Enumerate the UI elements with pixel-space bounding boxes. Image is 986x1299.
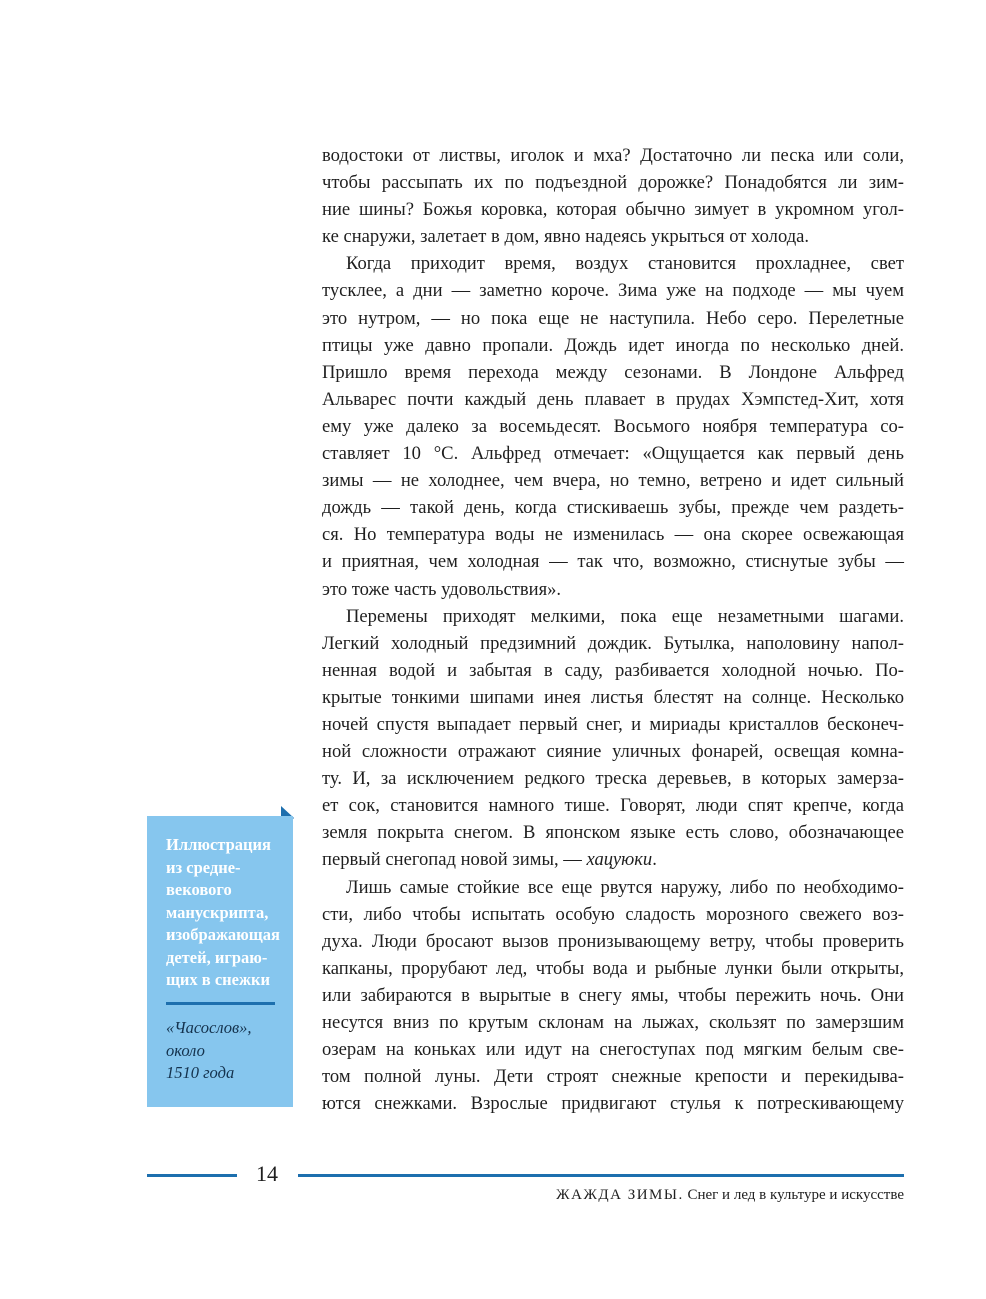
caption-source — [166, 1017, 291, 1085]
text-line: чтобы рассыпать их по подъездной дорожке? Понадобятся ли зим- — [322, 172, 904, 194]
page-number: 14 — [256, 1161, 278, 1186]
footer-rule-right — [298, 1174, 904, 1177]
text-line: первый снегопад новой зимы, — хацуюки. — [322, 849, 657, 871]
text-line: озерам на коньках или идут на снегоступах под мягким белым све- — [322, 1039, 904, 1061]
body-text — [322, 142, 904, 1117]
text-line: Перемены приходят мелкими, пока еще незаметными шагами. — [346, 605, 904, 627]
text-line: ет сок, становится намного тише. Говорят, люди спят крепче, когда — [322, 795, 904, 817]
text-line: Лишь самые стойкие все еще рвутся наружу, либо по необходимо- — [346, 876, 904, 898]
text-line: ке снаружи, залетает в дом, явно надеясь укрыться от холода. — [322, 226, 810, 248]
text-line: водостоки от листвы, иголок и мха? Достаточно ли песка или соли, — [322, 145, 904, 166]
caption-divider — [166, 1002, 275, 1005]
text-line: ту. И, за исключением редкого треска деревьев, в которых замерза- — [322, 768, 904, 790]
text-line: ставляет 10 °C. Альфред отмечает: «Ощущается как первый день — [322, 443, 904, 465]
text-line: ся. Но температура воды не изменилась — она скорее освежающая — [322, 524, 904, 546]
text-line: том полной луны. Дети строят снежные крепости и перекидыва- — [322, 1066, 904, 1088]
caption-title-line: детей, играю- — [166, 947, 268, 967]
text-line: земля покрыта снегом. В японском языке есть слово, обозначающее — [322, 822, 904, 844]
text-line: ему уже далеко за восемьдесят. Восьмого ноября температура со- — [322, 415, 904, 437]
caption-title-line: изображающая — [166, 925, 280, 944]
text-line: дождь — такой день, когда стискиваешь зубы, прежде чем раздеть- — [322, 497, 904, 519]
text-line: ной сложности отражают сияние уличных фонарей, освещая комна- — [322, 741, 904, 763]
text-line: тусклее, а дни — заметно короче. Зима уже на подходе — мы чуем — [322, 280, 904, 302]
illustration-caption — [147, 816, 293, 1107]
text-line: или забираются в вырытые в снегу ямы, чтобы пережить ночь. Они — [322, 984, 904, 1006]
caption-source-line: «Часослов», — [166, 1018, 252, 1037]
text-line: несутся вниз по крутым склонам на лыжах, скользят по замерзшим — [322, 1012, 904, 1033]
text-line: капканы, прорубают лед, чтобы вода и рыбные лунки были открыты, — [322, 957, 904, 979]
text-line: духа. Люди бросают вызов пронизывающему ветру, чтобы проверить — [322, 930, 904, 952]
text-line: зимы — не холоднее, чем вчера, но темно, ветрено и идет сильный — [322, 470, 904, 492]
text-line: Альварес почти каждый день плавает в прудах Хэмпстед-Хит, хотя — [322, 388, 904, 410]
footer-rule-left — [147, 1174, 237, 1177]
book-subtitle: Снег и лед в культуре и искусстве — [687, 1187, 904, 1203]
text-line: это нутром, — но пока еще не наступила. Небо серо. Перелетные — [322, 307, 904, 329]
caption-source-line: 1510 года — [166, 1063, 235, 1082]
caption-source-line: около — [166, 1040, 205, 1060]
caption-title-line: щих в снежки — [166, 970, 270, 989]
text-line: Когда приходит время, воздух становится прохладнее, свет — [346, 253, 904, 275]
text-line: это тоже часть удовольствия». — [322, 578, 562, 600]
emphasis-word: хацуюки — [586, 849, 653, 871]
text-line: ночей спустя выпадает первый снег, и мириады кристаллов бесконеч- — [322, 713, 904, 735]
text-line: крытые тонкими шипами инея листья блестят на солнце. Несколько — [322, 686, 904, 708]
text-line: сти, либо чтобы испытать особую сладость морозного свежего воз- — [322, 903, 904, 925]
text-line: ненная водой и забытая в саду, разбивается холодной ночью. По- — [322, 659, 904, 681]
text-line: ние шины? Божья коровка, которая обычно зимует в укромном угол- — [322, 199, 904, 221]
text-line: и приятная, чем холодная — так что, возможно, стиснутые зубы — — [322, 551, 904, 573]
text-line: Пришло время перехода между сезонами. В Лондоне Альфред — [322, 361, 904, 383]
text-line: птицы уже давно пропали. Дождь идет иногда по несколько дней. — [322, 334, 904, 356]
caption-title-line: манускрипта, — [166, 902, 269, 922]
caption-title-line: из средне- — [166, 857, 241, 877]
caption-title — [166, 834, 291, 992]
caption-title-line: Иллюстрация — [166, 835, 271, 854]
text-line: Легкий холодный предзимний дождик. Бутылка, наполовину напол- — [322, 632, 904, 654]
book-title: ЖАЖДА ЗИМЫ. — [556, 1187, 684, 1203]
running-head — [556, 1184, 904, 1206]
text-line: ются снежками. Взрослые придвигают стулья к потрескивающему — [322, 1093, 904, 1115]
caption-title-line: векового — [166, 880, 232, 899]
